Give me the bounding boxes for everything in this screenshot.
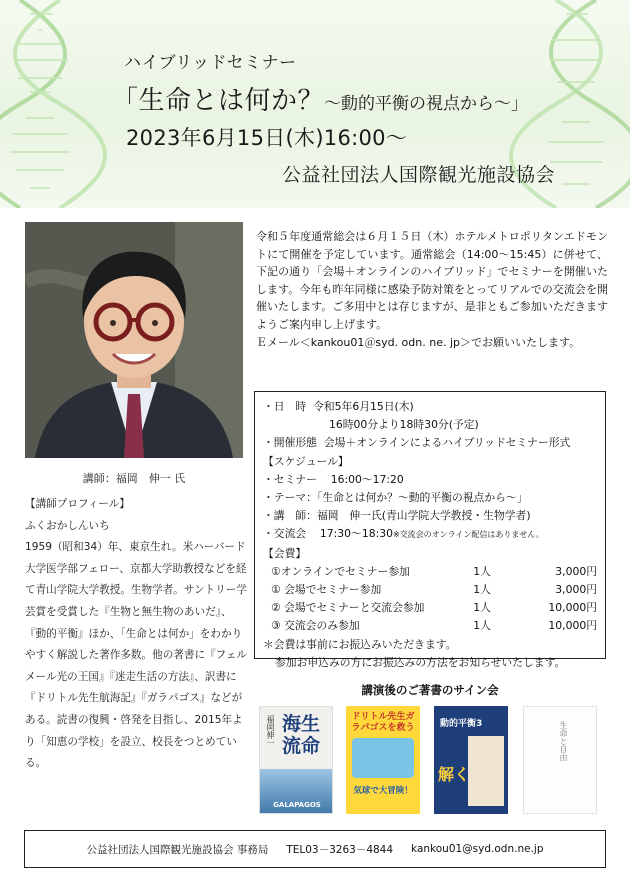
info-reception-row: [263, 525, 597, 544]
footer-tel: TEL03－3263－4844: [286, 843, 394, 856]
fee-note-prepay: ＊会費は事前にお振込みいただきます。: [263, 637, 457, 651]
speaker-portrait-icon: [25, 222, 243, 458]
fee-per: 1人: [473, 619, 491, 633]
seminar-title-sub: ～動的平衡の視点から～」: [324, 94, 529, 114]
info-lecturer-row: [263, 507, 597, 525]
schedule-heading: 【スケジュール】: [263, 454, 349, 468]
info-reception-note: ※交流会のオンライン配信はありません。: [392, 530, 544, 540]
profile-heading: 【講師プロフィール】: [25, 498, 130, 510]
book-cover-4: [523, 706, 597, 814]
book2-illustration: [352, 738, 414, 778]
fee-amount: 10,000円: [548, 601, 597, 615]
seminar-title-main: 「生命とは何か？: [112, 86, 325, 116]
info-lecturer-label: ・講 師：: [263, 509, 317, 523]
info-date-row: [263, 398, 597, 416]
fee-label: ① 会場でセミナー参加: [271, 583, 382, 597]
speaker-photo: [25, 222, 243, 458]
book3-author-photo: [468, 736, 504, 806]
book1-subtitle: GALAPAGOS: [273, 801, 321, 809]
fee-row: [263, 581, 597, 599]
seminar-type-label: ハイブリッドセミナー: [124, 53, 297, 73]
fee-label: ①オンラインでセミナー参加: [271, 564, 410, 578]
book2-title: ドリトル先生ガラパゴスを救う: [351, 712, 415, 733]
fee-label: ② 会場でセミナーと交流会参加: [271, 601, 425, 615]
fee-per: 1人: [473, 564, 491, 578]
fee-amount: 3,000円: [555, 564, 597, 578]
book4-title: 生命と自由: [559, 721, 568, 761]
info-date-label: ・日 時: [263, 400, 307, 413]
speaker-profile: [25, 494, 247, 775]
intro-text-block: [256, 228, 608, 351]
book3-tagline: 解く: [438, 765, 471, 784]
fee-row: [263, 617, 597, 635]
intro-paragraph: 令和５年度通常総会は６月１５日（木）ホテルメトロポリタンエドモントにて開催を予定しています。通常総会（14:00～15:45）に併せて、下記の通り「会場＋オンラインのハイブリッド」でセミナーを開催いたします。今年も昨年同様に感染予防対策をとってリアルでの交流会を開催いたします。ご多用中とは存じますが、是非ともご参加いただきますようご案内申し上げます。: [256, 230, 608, 331]
seminar-title: [112, 80, 528, 117]
organizer-name: 公益社団法人国際観光施設協会: [282, 164, 556, 186]
fee-row: [263, 563, 597, 581]
info-theme-line: ・テーマ：「生命とは何か？～動的平衡の視点から～」: [263, 491, 528, 505]
intro-email-line: Ｅメール＜kankou01＠syd. odn. ne. jp＞でお願いいたします。: [256, 335, 581, 349]
book3-title: 動的平衡3: [440, 719, 483, 729]
fee-amount: 10,000円: [548, 619, 597, 633]
info-reception-label: ・交流会: [263, 527, 307, 541]
profile-reading: ふくおかしんいち: [25, 519, 110, 532]
event-info-box: [254, 391, 606, 669]
info-reception-time: 17:30～18:30: [319, 527, 393, 541]
info-lecturer-value: 福岡 伸一氏(青山学院大学教授・生物学者): [316, 509, 531, 523]
book-cover-2: [346, 706, 420, 814]
book1-author: 福岡伸一: [266, 715, 275, 747]
footer-email: kankou01@syd.odn.ne.jp: [411, 843, 544, 855]
fee-per: 1人: [473, 601, 491, 615]
info-format-label: ・開催形態: [263, 436, 317, 450]
book1-title: 海生流命: [282, 713, 321, 757]
book-cover-1: [259, 706, 333, 814]
footer-org: 公益社団法人国際観光施設協会 事務局: [86, 843, 269, 856]
info-format-row: [263, 434, 597, 452]
profile-body: 1959（昭和34）年、東京生れ。米ハーバード大学医学部フェロー、京都大学助教授などを経て青山学院大学教授。生物学者。サントリー学芸賞を受賞した『生物と無生物のあいだ』、『動的平衡』ほか、「生命とは何か」をわかりやすく解説した著作多数。他の著書に『フェルメール光の王国』『迷走生活の方法』、訳書に『ドリトル先生航海記』『ガラパゴス』などがある。読書の復興・啓発を目指し、2015年より「知恵の学校」を設立、校長をつとめている。: [25, 541, 247, 770]
info-seminar-label: ・セミナー: [263, 472, 317, 486]
fee-label: ③ 交流会のみ参加: [271, 619, 360, 633]
book2-tagline: 気球で大冒険！: [353, 786, 413, 796]
header-banner: [0, 0, 630, 208]
seminar-datetime: 2023年6月15日(木)16:00～: [126, 126, 408, 150]
info-seminar-time: 16:00～17:20: [330, 472, 404, 486]
info-date-value: 令和5年6月15日(木): [313, 400, 414, 413]
fee-row: [263, 599, 597, 617]
fee-amount: 3,000円: [555, 583, 597, 597]
info-format-value: 会場＋オンラインによるハイブリッドセミナー形式: [323, 436, 571, 450]
book-cover-3: [434, 706, 508, 814]
fees-heading: 【会費】: [263, 546, 307, 560]
contact-footer: [24, 830, 606, 868]
speaker-caption: 講師：福岡 伸一 氏: [82, 472, 186, 485]
book-signing-heading: 講演後のご著書のサイン会: [361, 683, 499, 697]
fee-note-transfer: 参加お申込みの方にお振込みの方法をお知らせいたします。: [275, 655, 566, 669]
info-seminar-row: [263, 471, 597, 489]
info-time-value: 16時00分より18時30分(予定): [329, 418, 479, 432]
fee-per: 1人: [473, 583, 491, 597]
